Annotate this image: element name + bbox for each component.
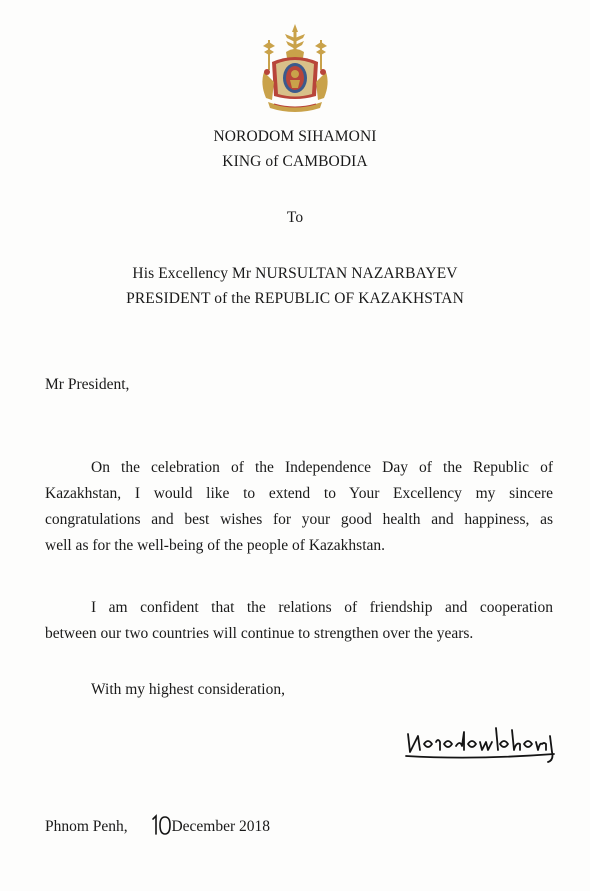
paragraph-1-line: Kazakhstan, I would like to extend to Your Excellency my sincere [45,485,553,502]
royal-crest-icon [258,22,332,116]
recipient-line-1: His Excellency Mr NURSULTAN NAZARBAYEV [132,265,458,282]
closing: With my highest consideration, [91,681,285,698]
body-paragraph-2 [45,595,553,647]
date-day [132,818,148,835]
salutation: Mr President, [45,376,130,393]
paragraph-2-line: I am confident that the relations of friendship and cooperation [91,599,553,616]
signature-image [404,722,558,766]
date-day-slot [132,818,168,836]
paragraph-2-line: between our two countries will continue to strengthen over the years. [45,625,474,642]
date-place: Phnom Penh, [45,818,128,835]
sender-name: NORODOM SIHAMONI [213,128,377,145]
date-month-year: December 2018 [171,818,270,835]
sender-title: KING of CAMBODIA [222,153,368,170]
body-paragraph-1 [45,455,553,559]
to-label: To [286,209,304,226]
paragraph-1-line: On the celebration of the Independence Day of the Republic of [91,459,553,476]
paragraph-1-line: well as for the well-being of the people of Kazakhstan. [45,537,386,554]
paragraph-1-line: congratulations and best wishes for your good health and happiness, as [45,511,553,528]
recipient-line-2: PRESIDENT of the REPUBLIC OF KAZAKHSTAN [126,290,464,307]
date-line [45,818,270,836]
